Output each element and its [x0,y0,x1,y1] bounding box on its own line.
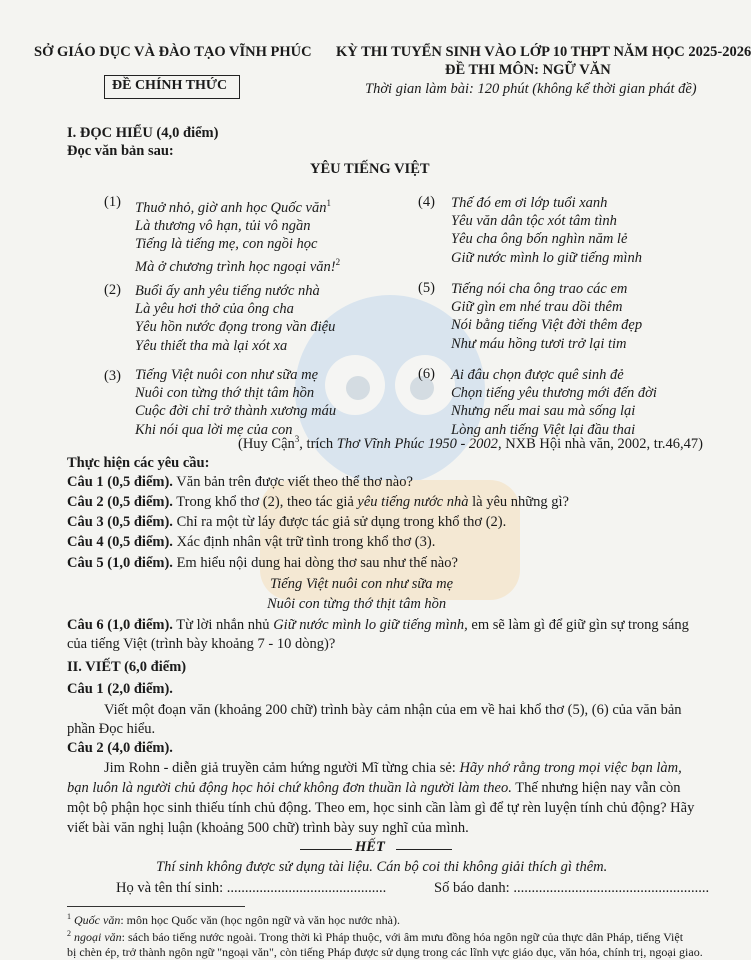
poem-title: YÊU TIẾNG VIỆT [310,161,430,177]
department-name: SỞ GIÁO DỤC VÀ ĐÀO TẠO VĨNH PHÚC [34,44,312,60]
stanza-6-number: (6) [418,366,435,382]
question-6: Câu 6 (1,0 điểm). Từ lời nhắn nhủ Giữ nước mình lo giữ tiếng mình, em sẽ làm gì để giữ gìn sự trong sáng [67,617,689,633]
section2-heading: II. VIẾT (6,0 điểm) [67,659,187,675]
requirements-heading: Thực hiện các yêu cầu: [67,455,210,471]
exam-time: Thời gian làm bài: 120 phút (không kể thời gian phát đề) [365,81,697,97]
question-3: Câu 3 (0,5 điểm). Chỉ ra một từ láy được tác giả sử dụng trong khổ thơ (2). [67,514,507,530]
end-rule-left [300,849,352,850]
section1-heading: I. ĐỌC HIỂU (4,0 điểm) [67,125,219,141]
question-1: Câu 1 (0,5 điểm). Văn bản trên được viết theo thể thơ nào? [67,474,413,490]
writing-q1-label: Câu 1 (2,0 điểm). [67,681,173,697]
candidate-name-field: Họ và tên thí sinh: ............................................ [116,880,387,896]
stanza-1: Thuở nhỏ, giờ anh học Quốc văn$^1$ Là thương vô hạn, tủi vô ngần Tiếng là tiếng mẹ, con ngồi học Mà ở chương trình học ngoại văn!$^2$ [135,198,341,276]
official-label: ĐỀ CHÍNH THỨC [112,78,228,93]
writing-q2-line-2: bạn luôn là người chủ động học hỏi chứ không đơn thuần là người làm theo. Thế nhưng hiện nay vẫn còn [67,780,681,796]
stanza-3: Tiếng Việt nuôi con như sữa mẹ Nuôi con từng thớ thịt tâm hồn Cuộc đời chỉ trở thành xương máu Khi nói qua lời mẹ của con [135,367,337,438]
candidate-number-field: Số báo danh: ...................................................... [434,880,710,896]
question-2: Câu 2 (0,5 điểm). Trong khổ thơ (2), theo tác giả yêu tiếng nước nhà là yêu những gì? [67,494,569,510]
stanza-4-number: (4) [418,194,435,210]
exam-subject: ĐỀ THI MÔN: NGỮ VĂN [445,62,611,78]
footnote-1: $^1$ Quốc văn: môn học Quốc văn (học ngôn ngữ và văn học nước nhà). [67,912,400,927]
question-6-line-2: của tiếng Việt (trình bày khoảng 7 - 10 dòng)? [67,636,336,652]
stanza-4: Thế đó em ơi lớp tuổi xanh Yêu văn dân tộc xót tâm tình Yêu cha ông bốn nghìn năm lẻ Giữ nước mình lo giữ tiếng mình [451,195,642,266]
stanza-2-number: (2) [104,282,121,298]
stanza-6: Ai đâu chọn được quê sinh đẻ Chọn tiếng yêu thương mới đến đời Nhưng nếu mai sau mà sống lại Lòng anh tiếng Việt lại đầu thai [451,367,657,438]
writing-q2-line-4: viết bài văn nghị luận (khoảng 500 chữ) trình bày suy nghĩ của mình. [67,820,469,836]
footnote-2-line-2: bị chèn ép, trở thành ngôn ngữ "ngoại văn", còn tiếng Pháp được sử dụng trong các lĩnh vực giáo dục, văn hóa, chính trị, ngoại giao. [67,945,703,959]
end-marker: HẾT [355,839,385,855]
end-rule-right [396,849,452,850]
stanza-3-number: (3) [104,368,121,384]
question-4: Câu 4 (0,5 điểm). Xác định nhân vật trữ tình trong khổ thơ (3). [67,534,436,550]
exam-title: KỲ THI TUYỂN SINH VÀO LỚP 10 THPT NĂM HỌC 2025-2026 [336,44,751,60]
footnote-ref-2: 2 [335,257,341,268]
writing-q1-line-1: Viết một đoạn văn (khoảng 200 chữ) trình bày cảm nhận của em về hai khổ thơ (5), (6) của văn bản [104,702,682,718]
stanza-1-number: (1) [104,194,121,210]
stanza-2: Buổi ấy anh yêu tiếng nước nhà Là yêu hơi thở của ông cha Yêu hồn nước đọng trong vần điệu Yêu thiết tha mà lại xót xa [135,283,336,354]
writing-q1-line-2: phần Đọc hiểu. [67,721,156,737]
exam-note: Thí sinh không được sử dụng tài liệu. Cán bộ coi thi không giải thích gì thêm. [156,859,608,875]
footnote-2: $^2$ ngoại văn: sách báo tiếng nước ngoài. Trong thời kì Pháp thuộc, với âm mưu đồng hóa ngôn ngữ của thực dân Pháp, tiếng Việt [67,929,684,944]
stanza-5: Tiếng nói cha ông trao các em Giữ gìn em nhé trau dồi thêm Nói bằng tiếng Việt đời thêm đẹp Như máu hồng tươi trở lại tim [451,281,643,352]
question-5: Câu 5 (1,0 điểm). Em hiểu nội dung hai dòng thơ sau như thế nào? [67,555,458,571]
stanza-5-number: (5) [418,280,435,296]
poem-source: (Huy Cận$^3$, trích Thơ Vĩnh Phúc 1950 - 2002, NXB Hội nhà văn, 2002, tr.46,47) [238,434,703,452]
writing-q2-line-1: Jim Rohn - diễn giả truyền cảm hứng người Mĩ từng chia sẻ: Hãy nhớ rằng trong mọi việc bạn làm, [104,760,682,776]
writing-q2-label: Câu 2 (4,0 điểm). [67,740,173,756]
question-5-line-1: Tiếng Việt nuôi con như sữa mẹ [270,576,454,592]
writing-q2-line-3: một bộ phận học sinh thiếu tính chủ động. Theo em, học sinh cần làm gì để tự rèn luyện tính chủ động? Hãy [67,800,695,816]
footnote-ref-1: 1 [326,198,331,208]
question-5-line-2: Nuôi con từng thớ thịt tâm hồn [267,596,447,612]
footnote-rule [67,906,245,907]
section1-intro: Đọc văn bản sau: [67,143,174,159]
